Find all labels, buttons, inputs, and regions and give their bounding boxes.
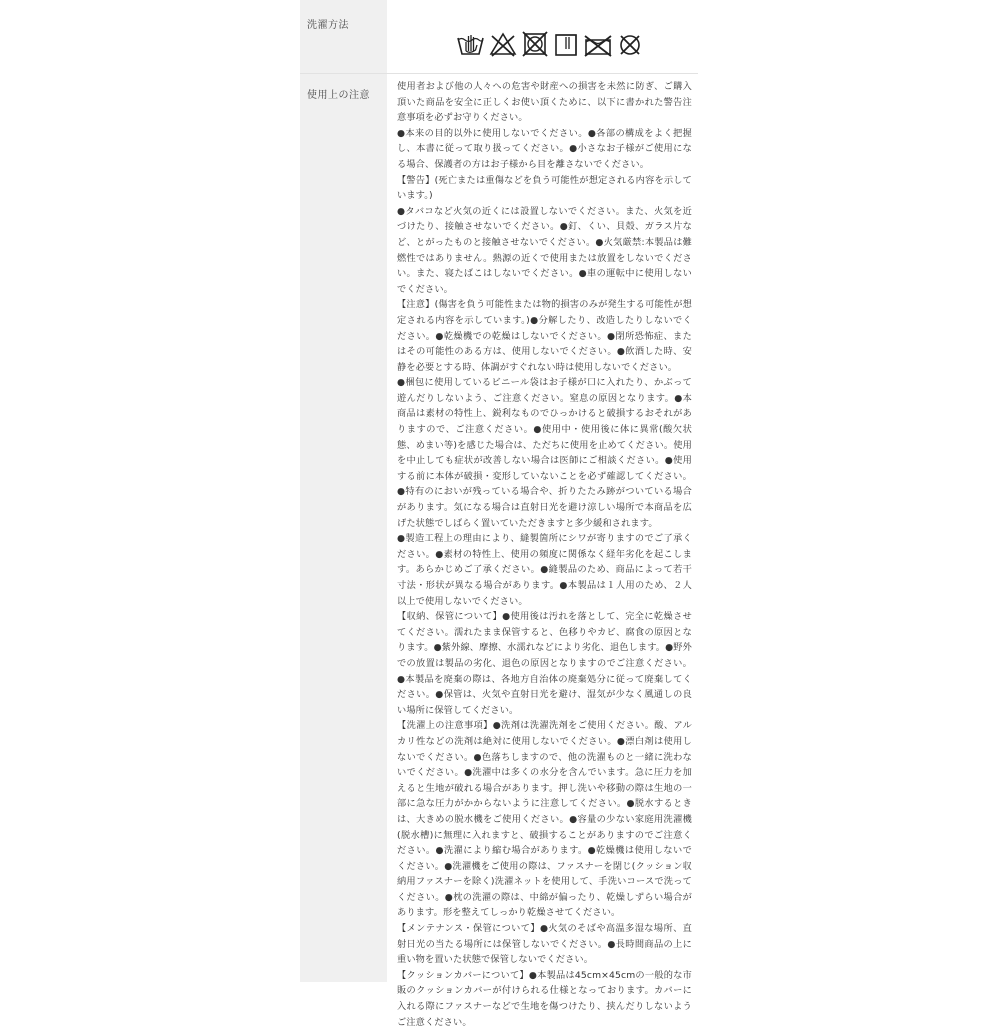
usage-caution-label: 使用上の注意 xyxy=(307,90,370,101)
line-dry-shade-icon xyxy=(553,30,579,58)
wash-method-label: 洗濯方法 xyxy=(307,20,349,31)
label-column xyxy=(300,0,387,982)
intro-paragraph: 使用者および他の人々への危害や財産への損害を未然に防ぎ、ご購入頂いた商品を安全に正しくお使い頂くために、以下に書かれた警告注意事項を必ずお守りください。 xyxy=(397,81,692,124)
manufacturing-notes-paragraph: ●製造工程上の理由により、縫製箇所にシワが寄りますのでご了承ください。●素材の特性上、使用の頻度に関係なく経年劣化を起こします。あらかじめご了承ください。●縫製品のため、商品によって若干寸法・形状が異なる場合があります。●本製品は１人用のため、２人以上で使用しないでください。 xyxy=(397,533,692,607)
washing-notes-paragraph: 【洗濯上の注意事項】●洗剤は洗濯洗剤をご使用ください。酸、アルカリ性などの洗剤は絶対に使用しないでください。●漂白剤は使用しないでください。●色落ちしますので、他の洗濯ものと一緒に洗わないでください。●洗濯中は多くの水分を含んでいます。急に圧力を加えると生地が破れる場合があります。押し洗いや移動の際は生地の一部に急な圧力がかからないように注意してください。●脱水するときは、大きめの脱水機をご使用ください。●容量の少ない家庭用洗濯機(脱水槽)に無理に入れますと、破損することがありますのでご注意ください。●洗濯により縮む場合があります。●乾燥機は使用しないでください。●洗濯機をご使用の際は、ファスナーを閉じ(クッション収納用ファスナーを除く)洗濯ネットを使用して、手洗いコースで洗ってください。●枕の洗濯の際は、中綿が偏ったり、乾燥しずらい場合があります。形を整えてしっかり乾燥させてください。 xyxy=(397,720,692,919)
warning-items-paragraph: ●タバコなど火気の近くには設置しないでください。また、火気を近づけたり、接触させないでください。●釘、くい、貝殻、ガラス片など、とがったものと接触させないでください。●火気厳禁:本製品は難燃性ではありません。熱源の近くで使用または放置をしないでください。また、寝たばこはしないでください。●車の運転中に使用しないでください。 xyxy=(397,205,692,295)
general-notes-paragraph: ●本来の目的以外に使用しないでください。●各部の構成をよく把握し、本書に従って取り扱ってください。●小さなお子様がご使用になる場合、保護者の方はお子様から目を離さないでください。 xyxy=(397,127,692,170)
warning-heading-paragraph: 【警告】(死亡または重傷などを負う可能性が想定される内容を示しています。) xyxy=(397,174,692,202)
care-icons xyxy=(456,30,643,60)
storage-paragraph: 【収納、保管について】●使用後は汚れを落として、完全に乾燥させてください。濡れたまま保管すると、色移りやカビ、腐食の原因となります。●紫外線、摩擦、水濡れなどにより劣化、退色します。●野外での放置は製品の劣化、退色の原因となりますのでご注意ください。●本製品を廃棄の際は、各地方自治体の廃棄処分に従って廃棄してください。●保管は、火気や直射日光を避け、湿気が少なく風通しの良い場所に保管してください。 xyxy=(397,611,692,716)
no-bleach-icon xyxy=(489,30,517,58)
caution-paragraph: 【注意】(傷害を負う可能性または物的損害のみが発生する可能性が想定される内容を示しています。)●分解したり、改造したりしないでください。●乾燥機での乾燥はしないでください。●閉所恐怖症、またはその可能性のある方は、使用しないでください。●飲酒した時、安静を必要とする時、体調がすぐれない時は使用しないでください。 xyxy=(397,299,692,373)
low-iron-icon xyxy=(583,30,613,58)
cushion-cover-paragraph: 【クッションカバーについて】●本製品は45cm×45cmの一般的な市販のクッションカバーが付けられる仕様となっております。カバーに入れる際にファスナーなどで生地を傷つけたり、挟んだりしないようご注意ください。 xyxy=(397,969,692,1028)
row-divider xyxy=(300,73,698,74)
usage-caution-content xyxy=(397,79,692,1030)
caution-items-paragraph: ●梱包に使用しているビニール袋はお子様が口に入れたり、かぶって遊んだりしないよう、ご注意ください。窒息の原因となります。●本商品は素材の特性上、鋭利なものでひっかけると破損するおそれがありますので、ご注意ください。●使用中・使用後に体に異常(酸欠状態、めまい等)を感じた場合は、ただちに使用を止めてください。使用を中止しても症状が改善しない場合は医師にご相談ください。●使用する前に本体が破損・変形していないことを必ず確認してください。●特有のにおいが残っている場合や、折りたたみ跡がついている場合があります。気になる場合は直射日光を避け涼しい場所で本商品を広げた状態でしばらく置いていただきますと多少緩和されます。 xyxy=(397,377,692,529)
no-tumble-dry-icon xyxy=(521,30,549,58)
no-dry-clean-icon xyxy=(617,30,643,58)
hand-wash-icon xyxy=(456,30,485,58)
maintenance-paragraph: 【メンテナンス・保管について】●火気のそばや高温多湿な場所、直射日光の当たる場所には保管しないでください。●長時間商品の上に重い物を置いた状態で保管しないでください。 xyxy=(397,923,692,966)
